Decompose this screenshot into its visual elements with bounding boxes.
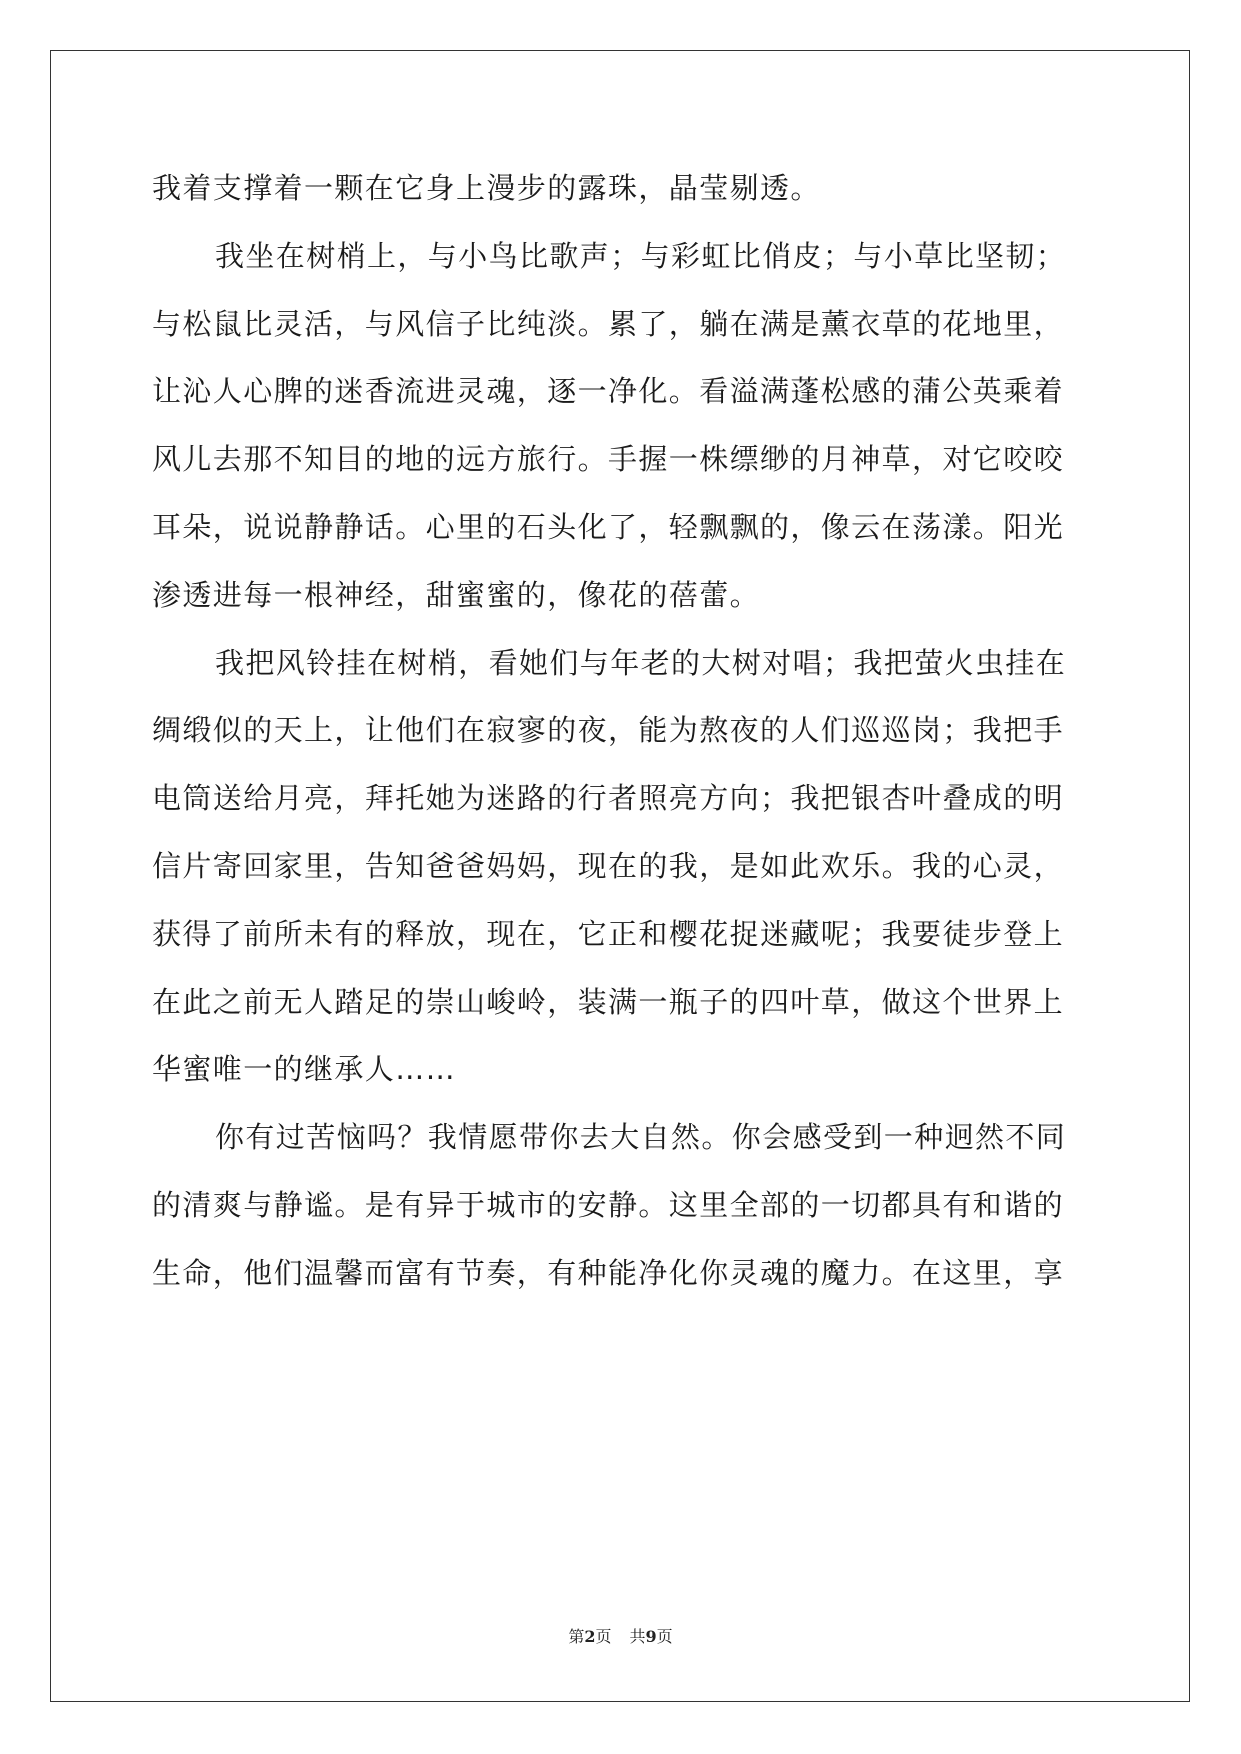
text-line: 渗透进每一根神经，甜蜜蜜的，像花的蓓蕾。 (152, 577, 761, 612)
text-line: 生命，他们温馨而富有节奏，有种能净化你灵魂的魔力。在这里，享 (152, 1255, 1065, 1290)
page-footer (0, 1624, 1241, 1647)
text-line: 风儿去那不知目的地的远方旅行。手握一株缥缈的月神草，对它咬咬 (152, 442, 1065, 477)
text-line: 电筒送给月亮，拜托她为迷路的行者照亮方向；我把银杏叶叠成的明 (152, 781, 1065, 816)
text-line: 耳朵，说说静静话。心里的石头化了，轻飘飘的，像云在荡漾。阳光 (152, 509, 1065, 544)
text-line: 获得了前所未有的释放，现在，它正和樱花捉迷藏呢；我要徒步登上 (152, 916, 1065, 951)
footer-page-prefix: 第 (568, 1627, 585, 1646)
text-line: 信片寄回家里，告知爸爸妈妈，现在的我，是如此欢乐。我的心灵， (152, 848, 1065, 883)
text-line: 与松鼠比灵活，与风信子比纯淡。累了，躺在满是薰衣草的花地里， (152, 306, 1065, 341)
text-line: 的清爽与静谧。是有异于城市的安静。这里全部的一切都具有和谐的 (152, 1187, 1065, 1222)
footer-page-suffix: 页 (595, 1627, 612, 1646)
text-line: 我着支撑着一颗在它身上漫步的露珠，晶莹剔透。 (152, 171, 821, 205)
text-line: 让沁人心脾的迷香流进灵魂，逐一净化。看溢满蓬松感的蒲公英乘着 (152, 374, 1065, 409)
text-line: 华蜜唯一的继承人…… (152, 1052, 457, 1087)
text-line: 绸缎似的天上，让他们在寂寥的夜，能为熬夜的人们巡巡岗；我把手 (152, 713, 1065, 748)
current-page-number: 2 (584, 1627, 596, 1646)
document-body (152, 155, 1092, 1308)
footer-total-prefix: 共 (629, 1627, 646, 1646)
text-line: 我把风铃挂在树梢，看她们与年老的大树对唱；我把萤火虫挂在 (215, 645, 1067, 680)
text-line: 我坐在树梢上，与小鸟比歌声；与彩虹比俏皮；与小草比坚韧； (215, 238, 1067, 273)
text-line: 在此之前无人踏足的崇山峻岭，装满一瓶子的四叶草，做这个世界上 (152, 984, 1065, 1019)
total-page-count: 9 (645, 1627, 657, 1646)
footer-total-suffix: 页 (656, 1627, 673, 1646)
text-line: 你有过苦恼吗？我情愿带你去大自然。你会感受到一种迥然不同 (215, 1120, 1067, 1155)
